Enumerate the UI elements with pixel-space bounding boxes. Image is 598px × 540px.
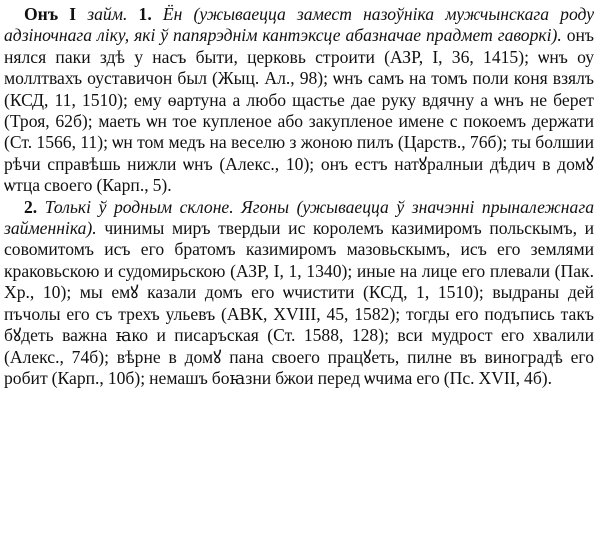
sense-gloss: Ён (ужываецца замест назоўніка мужчынскага роду адзіночнага ліку, які ў папярэднім кантэксце абазначае прадмет гаворкі). bbox=[4, 4, 595, 46]
sense-gloss: Толькі ў родным склоне. Ягоны (ужываецца ў значэнні прыналежнага займенніка). bbox=[4, 196, 594, 239]
citations: чинимы миръ твердыи ис королемъ казимиромъ польскымъ, и совомитомъ исъ его братомъ казимиромъ мазовьскымъ, исъ его землями краковьскою и судомирьскою (АЗР, І, 1, 1340); иные на лице его плевали (Пак. Хр., 10); мы емꙋ казали домъ его ѡчистити (КСД, 1, 1510); выдраны дей пъчолы его съ трехъ ульевъ (АВК, XVIII, 45, 1582); тогды его подъпись такъ бꙋдеть важна ꙗко и писаръская (Ст. 1588, 128); вси мудрост его хвалили (Алекс., 74б); вѣрне в домꙋ пана своего працꙋеть, пилне въ виноградѣ его робит (Карп., 10б); немашъ боꙗзни бжои перед ѡчима его (Пс. XVII, 4б). bbox=[4, 218, 595, 388]
dictionary-entry-sense-2 bbox=[4, 197, 594, 390]
dictionary-page bbox=[4, 4, 594, 389]
part-of-speech: займ. bbox=[87, 4, 128, 24]
headword: Онъ I bbox=[24, 4, 77, 24]
citations: онъ нялся паки здѣ у насъ быти, церковь строити (АЗР, І, 36, 1415); ѡнъ оу моллтвахъ оуставичон был (Жыц. Ал., 98); ѡнъ самъ на томъ поли коня взялъ (КСД, 11, 1510); ему ѳартуна а любо щастье дае руку вдячну а ѡнъ не берет (Троя, 62б); маеть ѡн тое купленое або закупленое имене с покоемъ держати (Ст. 1566, 11); ѡн том медъ на веселю з жоною пилъ (Царств., 76б); ты болшии рѣчи справѣшь нижли ѡнъ (Алекс., 10); онъ естъ натꙋралныи дѣдич в домꙋ ѡтца своего (Карп., 5). bbox=[4, 25, 595, 196]
sense-number: 2. bbox=[24, 196, 38, 217]
dictionary-entry-sense-1 bbox=[4, 4, 594, 197]
sense-number: 1. bbox=[138, 4, 152, 24]
